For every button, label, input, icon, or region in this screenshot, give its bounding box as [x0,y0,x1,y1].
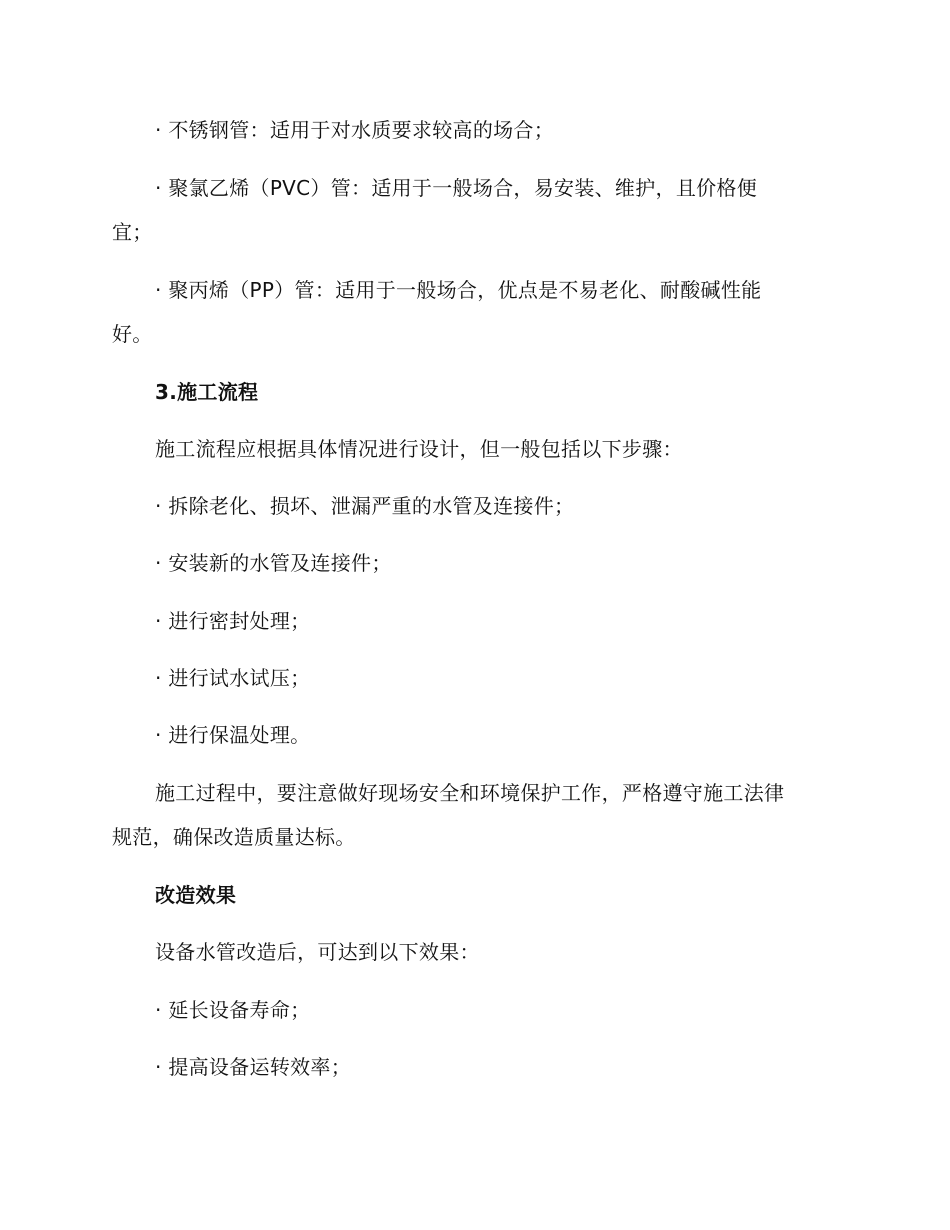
list-item-stainless-steel-pipe: · 不锈钢管：适用于对水质要求较高的场合； [155,118,555,142]
list-item-install-pipes: · 安装新的水管及连接件； [155,551,392,575]
list-item-pp-pipe: · 聚丙烯（PP）管：适用于一般场合，优点是不易老化、耐酸碱性能 [155,278,762,302]
list-item-insulation: · 进行保温处理。 [155,723,311,747]
paragraph-process-intro: 施工流程应根据具体情况进行设计，但一般包括以下步骤： [155,437,683,461]
list-item-remove-pipes: · 拆除老化、损坏、泄漏严重的水管及连接件； [155,494,575,518]
list-item-sealing: · 进行密封处理； [155,609,311,633]
section-heading-results: 改造效果 [155,883,237,907]
list-item-improve-efficiency: · 提高设备运转效率； [155,1055,352,1079]
list-item-extend-life: · 延长设备寿命； [155,998,311,1022]
section-heading-construction-process: 3.施工流程 [155,380,259,404]
list-item-pvc-pipe: · 聚氯乙烯（PVC）管：适用于一般场合，易安装、维护，且价格便 [155,176,758,200]
paragraph-results-intro: 设备水管改造后，可达到以下效果： [155,940,480,964]
list-item-pp-pipe-continued: 好。 [112,322,153,346]
list-item-pvc-pipe-continued: 宜； [112,220,153,244]
paragraph-safety-notes-continued: 规范，确保改造质量达标。 [112,825,356,849]
paragraph-safety-notes: 施工过程中，要注意做好现场安全和环境保护工作，严格遵守施工法律 [155,781,785,805]
list-item-pressure-test: · 进行试水试压； [155,666,311,690]
